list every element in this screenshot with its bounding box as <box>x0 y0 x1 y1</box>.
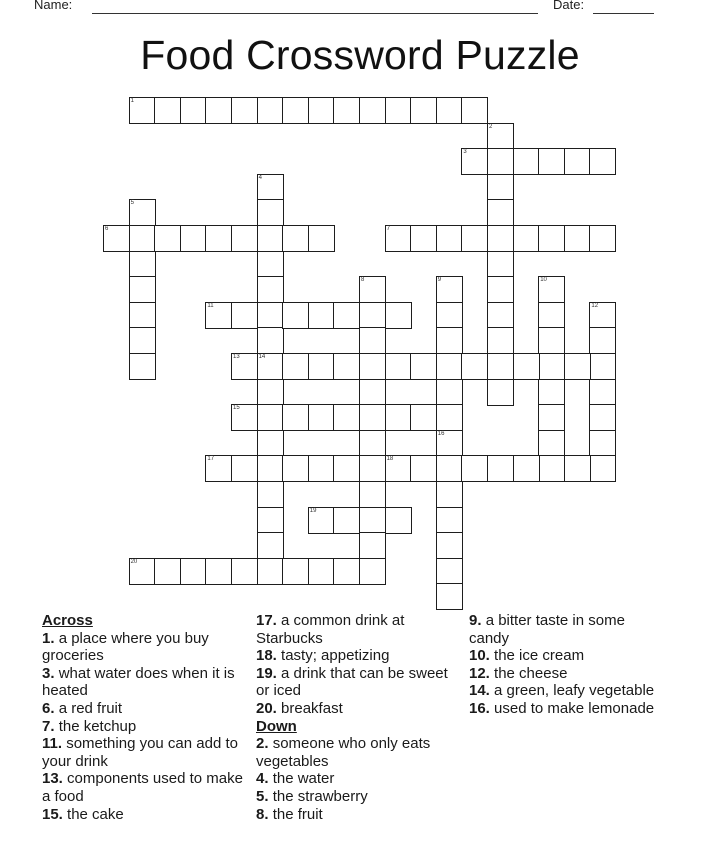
grid-cell[interactable] <box>308 353 335 380</box>
clue-number: 16 <box>437 430 445 437</box>
grid-cell[interactable] <box>589 455 616 482</box>
grid-cell[interactable] <box>589 327 616 354</box>
clue-number: 9 <box>437 277 442 284</box>
grid-cell[interactable] <box>257 481 284 508</box>
clue-number: 12 <box>591 302 599 309</box>
grid-cell[interactable] <box>538 276 565 303</box>
grid-cell[interactable] <box>257 174 284 201</box>
grid-cell[interactable] <box>257 353 284 380</box>
grid-cell[interactable] <box>359 353 386 380</box>
grid-cell[interactable] <box>461 353 488 380</box>
grid-cell[interactable] <box>129 558 156 585</box>
grid-cell[interactable] <box>436 302 463 329</box>
grid-cell[interactable] <box>487 353 514 380</box>
grid-cell[interactable] <box>257 97 284 124</box>
grid-cell[interactable] <box>538 404 565 431</box>
clue-number: 18 <box>386 456 394 463</box>
grid-cell[interactable] <box>436 353 463 380</box>
grid-cell[interactable] <box>487 455 514 482</box>
grid-cell[interactable] <box>257 455 284 482</box>
clue-down-8: 8. the fruit <box>256 805 323 823</box>
grid-cell[interactable] <box>359 379 386 406</box>
clue-down-9: 9. a bitter taste in some candy <box>469 612 625 647</box>
grid-cell[interactable] <box>436 276 463 303</box>
grid-cell[interactable] <box>282 353 309 380</box>
grid-cell[interactable] <box>513 455 540 482</box>
grid-cell[interactable] <box>385 455 412 482</box>
grid-cell[interactable] <box>436 532 463 559</box>
clues-column-2 <box>256 612 461 823</box>
clue-across-19: 19. a drink that can be sweet or iced <box>256 664 448 700</box>
grid-cell[interactable] <box>257 379 284 406</box>
grid-cell[interactable] <box>308 302 335 329</box>
clue-across-13: 13. components used to make a food <box>42 770 243 805</box>
grid-cell[interactable] <box>129 302 156 329</box>
puzzle-title: Food Crossword Puzzle <box>140 32 580 78</box>
grid-cell[interactable] <box>538 353 565 380</box>
grid-cell[interactable] <box>410 455 437 482</box>
grid-cell[interactable] <box>487 225 514 252</box>
clue-across-18: 18. tasty; appetizing <box>256 647 390 665</box>
clue-number: 10 <box>540 277 547 284</box>
grid-cell[interactable] <box>129 225 156 252</box>
grid-cell[interactable] <box>436 507 463 534</box>
grid-cell[interactable] <box>359 327 386 354</box>
grid-cell[interactable] <box>282 455 309 482</box>
grid-cell[interactable] <box>487 302 514 329</box>
grid-cell[interactable] <box>308 455 335 482</box>
clue-number: 6 <box>105 226 109 232</box>
grid-cell[interactable] <box>205 97 232 124</box>
grid-cell[interactable] <box>436 583 463 610</box>
clue-across-20: 20. breakfast <box>256 699 343 717</box>
grid-cell[interactable] <box>231 353 258 380</box>
grid-cell[interactable] <box>538 379 565 406</box>
grid-cell[interactable] <box>385 404 412 431</box>
grid-cell[interactable] <box>487 327 514 354</box>
grid-cell[interactable] <box>589 225 616 252</box>
grid-cell[interactable] <box>231 455 258 482</box>
grid-cell[interactable] <box>308 558 335 585</box>
grid-cell[interactable] <box>487 123 514 150</box>
grid-cell[interactable] <box>410 404 437 431</box>
clue-down-5: 5. the strawberry <box>256 787 368 805</box>
grid-cell[interactable] <box>461 225 488 252</box>
grid-cell[interactable] <box>308 225 335 252</box>
grid-cell[interactable] <box>257 507 284 534</box>
grid-cell[interactable] <box>436 404 463 431</box>
grid-cell[interactable] <box>308 404 335 431</box>
grid-cell[interactable] <box>129 97 156 124</box>
grid-cell[interactable] <box>564 225 591 252</box>
grid-cell[interactable] <box>385 353 412 380</box>
grid-cell[interactable] <box>487 174 514 201</box>
date-label: Date: <box>553 0 585 12</box>
grid-cell[interactable] <box>180 225 207 252</box>
clue-number: 7 <box>386 226 390 232</box>
grid-cell[interactable] <box>154 225 181 252</box>
grid-cell[interactable] <box>257 327 284 354</box>
clue-number: 5 <box>130 200 134 207</box>
clue-across-7: 7. the ketchup <box>42 717 137 735</box>
grid-cell[interactable] <box>487 199 514 226</box>
grid-cell[interactable] <box>589 404 616 431</box>
grid-cell[interactable] <box>589 353 616 380</box>
clue-down-4: 4. the water <box>256 770 335 788</box>
grid-cell[interactable] <box>385 302 412 329</box>
grid-cell[interactable] <box>589 148 616 175</box>
grid-cell[interactable] <box>513 225 540 252</box>
grid-cell[interactable] <box>538 327 565 354</box>
clue-down-14: 14. a green, leafy vegetable <box>469 682 655 700</box>
grid-cell[interactable] <box>154 558 181 585</box>
grid-cell[interactable] <box>359 430 386 457</box>
clue-across-1: 1. a place where you buy groceries <box>42 629 209 665</box>
grid-cell[interactable] <box>103 225 130 252</box>
grid-cell[interactable] <box>487 148 514 175</box>
clue-across-11: 11. something you can add to your drink <box>42 735 238 770</box>
grid-cell[interactable] <box>333 404 360 431</box>
grid-cell[interactable] <box>231 97 258 124</box>
grid-cell[interactable] <box>410 225 437 252</box>
grid-cell[interactable] <box>129 353 156 380</box>
clue-number: 11 <box>207 302 214 309</box>
grid-cell[interactable] <box>231 225 258 252</box>
clue-number: 19 <box>309 507 317 514</box>
clues-column-3 <box>469 612 669 718</box>
grid-cell[interactable] <box>589 430 616 457</box>
clue-number: 20 <box>130 558 138 565</box>
grid-cell[interactable] <box>257 199 284 226</box>
grid-cell[interactable] <box>308 507 335 534</box>
grid-cell[interactable] <box>359 507 386 534</box>
clue-down-2: 2. someone who only eats vegetables <box>256 735 431 770</box>
clue-across-17: 17. a common drink at Starbucks <box>256 612 405 647</box>
grid-cell[interactable] <box>257 225 284 252</box>
grid-cell[interactable] <box>257 302 284 329</box>
clue-down-12: 12. the cheese <box>469 664 568 682</box>
clue-number: 14 <box>258 354 266 360</box>
grid-cell[interactable] <box>564 148 591 175</box>
grid-cell[interactable] <box>257 404 284 431</box>
grid-cell[interactable] <box>589 302 616 329</box>
grid-cell[interactable] <box>180 558 207 585</box>
clue-across-6: 6. a red fruit <box>42 699 123 717</box>
grid-cell[interactable] <box>513 353 540 380</box>
grid-cell[interactable] <box>564 455 591 482</box>
grid-cell[interactable] <box>538 302 565 329</box>
grid-cell[interactable] <box>538 455 565 482</box>
grid-cell[interactable] <box>129 327 156 354</box>
grid-cell[interactable] <box>385 507 412 534</box>
grid-cell[interactable] <box>205 225 232 252</box>
grid-cell[interactable] <box>257 558 284 585</box>
grid-cell[interactable] <box>257 276 284 303</box>
grid-cell[interactable] <box>436 327 463 354</box>
clue-number: 13 <box>233 354 240 360</box>
grid-cell[interactable] <box>385 97 412 124</box>
grid-cell[interactable] <box>129 251 156 278</box>
grid-cell[interactable] <box>385 225 412 252</box>
across-heading: Across <box>42 612 93 629</box>
grid-cell[interactable] <box>257 532 284 559</box>
clue-number: 17 <box>207 456 215 463</box>
grid-cell[interactable] <box>487 379 514 406</box>
grid-cell[interactable] <box>359 532 386 559</box>
grid-cell[interactable] <box>282 404 309 431</box>
grid-cell[interactable] <box>333 353 360 380</box>
grid-cell[interactable] <box>129 276 156 303</box>
down-heading: Down <box>256 717 297 735</box>
grid-cell[interactable] <box>282 225 309 252</box>
grid-cell[interactable] <box>410 353 437 380</box>
grid-cell[interactable] <box>333 558 360 585</box>
grid-cell[interactable] <box>461 148 488 175</box>
grid-cell[interactable] <box>436 97 463 124</box>
grid-cell[interactable] <box>538 148 565 175</box>
grid-cell[interactable] <box>333 455 360 482</box>
clues-column-1 <box>42 612 247 823</box>
grid-cell[interactable] <box>257 430 284 457</box>
grid-cell[interactable] <box>205 302 232 329</box>
clue-across-15: 15. the cake <box>42 805 124 823</box>
grid-cell[interactable] <box>180 97 207 124</box>
clue-number: 3 <box>463 149 467 156</box>
grid-cell[interactable] <box>205 455 232 482</box>
clue-down-10: 10. the ice cream <box>469 647 585 665</box>
clue-number: 15 <box>233 405 240 412</box>
grid-cell[interactable] <box>308 97 335 124</box>
grid-cell[interactable] <box>436 481 463 508</box>
grid-cell[interactable] <box>231 558 258 585</box>
grid-cell[interactable] <box>282 302 309 329</box>
clue-down-16: 16. used to make lemonade <box>469 699 655 717</box>
grid-cell[interactable] <box>436 379 463 406</box>
grid-cell[interactable] <box>359 558 386 585</box>
grid-cell[interactable] <box>231 404 258 431</box>
grid-cell[interactable] <box>436 225 463 252</box>
grid-cell[interactable] <box>589 379 616 406</box>
grid-cell[interactable] <box>359 455 386 482</box>
clue-number: 2 <box>489 123 493 130</box>
grid-cell[interactable] <box>154 97 181 124</box>
grid-cell[interactable] <box>333 97 360 124</box>
grid-cell[interactable] <box>410 97 437 124</box>
grid-cell[interactable] <box>436 558 463 585</box>
grid-cell[interactable] <box>359 276 386 303</box>
grid-cell[interactable] <box>461 97 488 124</box>
grid-cell[interactable] <box>359 302 386 329</box>
grid-cell[interactable] <box>461 455 488 482</box>
grid-cell[interactable] <box>205 558 232 585</box>
name-label: Name: <box>34 0 73 12</box>
grid-cell[interactable] <box>129 199 156 226</box>
grid-cell[interactable] <box>487 276 514 303</box>
clue-number: 1 <box>130 98 134 104</box>
grid-cell[interactable] <box>359 97 386 124</box>
grid-cell[interactable] <box>282 558 309 585</box>
clue-number: 8 <box>361 277 365 284</box>
grid-cell[interactable] <box>538 225 565 252</box>
grid-cell[interactable] <box>487 251 514 278</box>
grid-cell[interactable] <box>333 507 360 534</box>
grid-cell[interactable] <box>282 97 309 124</box>
grid-cell[interactable] <box>436 455 463 482</box>
grid-cell[interactable] <box>359 404 386 431</box>
clue-number: 4 <box>258 174 262 181</box>
grid-cell[interactable] <box>436 430 463 457</box>
clue-across-3: 3. what water does when it is heated <box>42 664 235 700</box>
grid-cell[interactable] <box>333 302 360 329</box>
grid-cell[interactable] <box>564 353 591 380</box>
grid-cell[interactable] <box>231 302 258 329</box>
grid-cell[interactable] <box>359 481 386 508</box>
grid-cell[interactable] <box>257 251 284 278</box>
grid-cell[interactable] <box>538 430 565 457</box>
grid-cell[interactable] <box>513 148 540 175</box>
